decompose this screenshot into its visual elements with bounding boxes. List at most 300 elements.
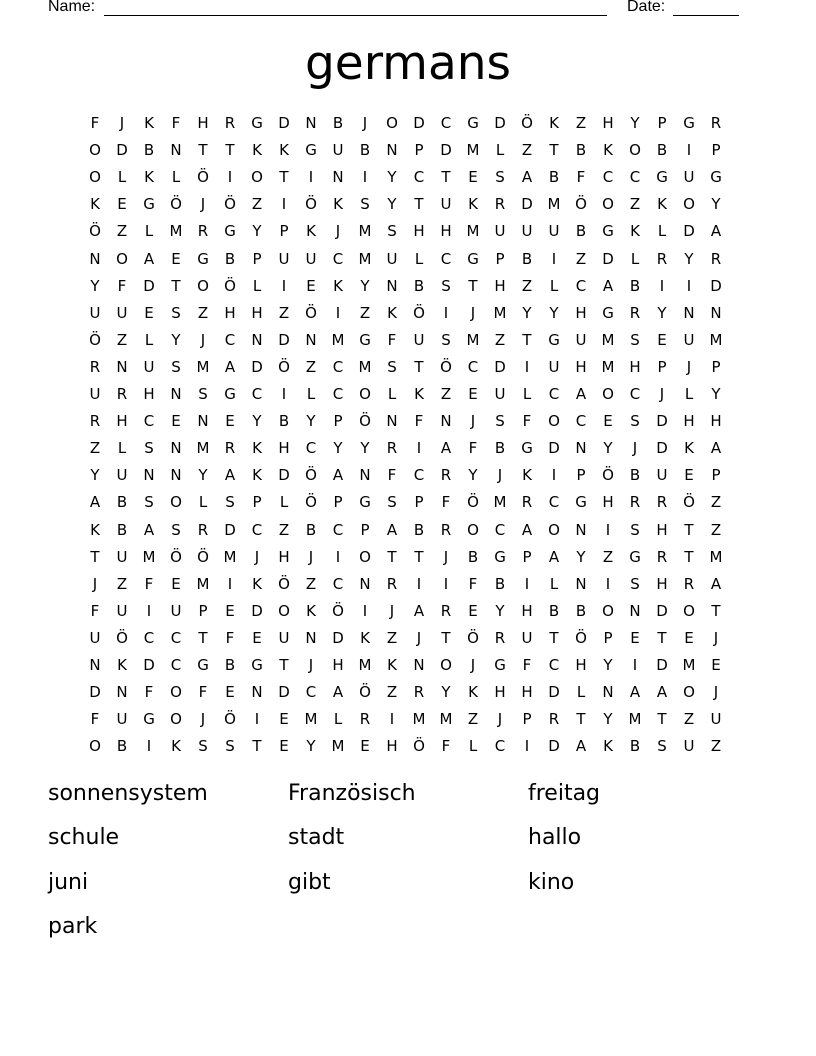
grid-cell: H [521, 683, 533, 702]
grid-cell: E [684, 628, 694, 647]
grid-cell: P [360, 520, 370, 539]
grid-cell: H [710, 412, 722, 431]
grid-cell: Z [197, 303, 209, 322]
grid-cell: A [710, 222, 722, 241]
grid-cell: T [657, 628, 667, 647]
grid-cell: T [279, 656, 289, 674]
grid-cell: Y [711, 385, 721, 403]
grid-cell: A [548, 547, 560, 566]
grid-cell: B [575, 222, 587, 241]
grid-cell: Y [198, 466, 208, 485]
grid-cell: E [171, 249, 181, 268]
grid-cell: D [278, 466, 290, 485]
grid-cell: Z [278, 303, 290, 322]
grid-cell: Ö [359, 683, 371, 702]
grid-cell: M [493, 493, 507, 512]
grid-cell: G [251, 114, 263, 132]
grid-cell: G [197, 249, 209, 268]
grid-cell: K [684, 439, 694, 458]
grid-cell: R [656, 493, 668, 512]
grid-cell: A [89, 493, 101, 512]
grid-cell: O [170, 683, 182, 702]
grid-cell: F [441, 493, 451, 512]
grid-cell: M [169, 222, 183, 241]
grid-cell: H [656, 520, 668, 539]
grid-cell: C [440, 249, 452, 268]
grid-cell: P [603, 628, 613, 647]
grid-cell: E [171, 574, 181, 593]
grid-cell: O [548, 520, 560, 539]
grid-cell: D [332, 628, 344, 647]
grid-cell: M [412, 710, 426, 729]
grid-cell: A [224, 466, 236, 485]
grid-cell: D [548, 683, 560, 702]
grid-cell: Y [603, 710, 613, 729]
grid-cell: S [225, 737, 235, 756]
grid-cell: T [549, 628, 559, 647]
grid-cell: L [198, 493, 208, 512]
grid-cell: N [305, 628, 317, 647]
grid-cell: L [468, 737, 478, 756]
grid-cell: H [575, 303, 587, 322]
grid-cell: M [331, 330, 345, 349]
grid-cell: T [441, 628, 451, 647]
grid-cell: I [632, 656, 638, 674]
grid-cell: K [387, 303, 397, 322]
grid-cell: R [656, 249, 668, 268]
grid-cell: T [387, 547, 397, 566]
grid-cell: I [551, 249, 557, 268]
grid-cell: Y [441, 683, 451, 702]
grid-cell: J [470, 412, 476, 431]
grid-cell: G [494, 656, 506, 674]
grid-cell: K [387, 656, 397, 674]
grid-cell: B [548, 168, 560, 187]
grid-cell: F [414, 412, 424, 431]
grid-cell: H [197, 114, 209, 132]
grid-cell: Ö [440, 357, 452, 376]
grid-cell: M [439, 710, 453, 729]
grid-cell: M [358, 249, 372, 268]
grid-cell: Z [89, 439, 101, 458]
grid-cell: L [549, 276, 559, 295]
grid-cell: K [144, 114, 154, 132]
grid-cell: O [683, 683, 695, 702]
grid-cell: H [683, 412, 695, 431]
grid-cell: S [387, 222, 397, 241]
grid-cell: J [308, 656, 314, 674]
grid-cell: D [440, 141, 452, 160]
grid-cell: T [279, 168, 289, 187]
grid-cell: Ö [602, 466, 614, 485]
grid-cell: U [548, 357, 560, 376]
grid-cell: J [362, 114, 368, 132]
grid-cell: D [683, 222, 695, 241]
grid-cell: F [522, 656, 532, 674]
grid-cell: M [358, 656, 372, 674]
grid-cell: Ö [575, 628, 587, 647]
grid-cell: I [146, 601, 152, 620]
grid-cell: S [387, 357, 397, 376]
grid-cell: K [279, 141, 289, 160]
grid-cell: B [656, 141, 668, 160]
grid-cell: A [413, 601, 425, 620]
grid-cell: Z [683, 710, 695, 729]
grid-cell: U [413, 330, 425, 349]
grid-cell: H [494, 683, 506, 702]
grid-cell: E [225, 683, 235, 702]
grid-cell: C [548, 493, 560, 512]
grid-cell: K [603, 737, 613, 756]
grid-cell: I [686, 276, 692, 295]
word-list-item: freitag [528, 781, 601, 806]
grid-cell: I [146, 737, 152, 756]
grid-cell: E [279, 710, 289, 729]
grid-cell: Y [684, 249, 694, 268]
grid-cell: P [495, 249, 505, 268]
grid-cell: A [629, 683, 641, 702]
grid-cell: P [279, 222, 289, 241]
grid-cell: I [335, 547, 341, 566]
grid-cell: Ö [305, 195, 317, 214]
grid-cell: Y [306, 737, 316, 756]
grid-cell: B [413, 276, 425, 295]
grid-cell: J [308, 547, 314, 566]
grid-cell: D [494, 357, 506, 376]
grid-cell: Y [171, 330, 181, 349]
grid-cell: G [224, 385, 236, 403]
grid-cell: G [494, 547, 506, 566]
grid-cell: E [306, 276, 316, 295]
grid-cell: A [710, 439, 722, 458]
grid-cell: J [686, 357, 692, 376]
grid-cell: H [116, 412, 128, 431]
grid-cell: K [657, 195, 667, 214]
grid-cell: D [251, 357, 263, 376]
grid-cell: H [251, 303, 263, 322]
grid-cell: R [440, 601, 452, 620]
grid-cell: F [90, 114, 100, 132]
grid-cell: M [682, 656, 696, 674]
grid-cell: O [629, 141, 641, 160]
grid-cell: P [252, 493, 262, 512]
grid-cell: J [389, 601, 395, 620]
grid-cell: D [251, 601, 263, 620]
grid-cell: B [116, 493, 128, 512]
grid-cell: S [198, 385, 208, 403]
grid-cell: L [414, 249, 424, 268]
grid-cell: F [468, 439, 478, 458]
grid-cell: Y [252, 412, 262, 431]
grid-cell: Y [576, 547, 586, 566]
grid-cell: R [413, 683, 425, 702]
grid-cell: L [657, 222, 667, 241]
grid-cell: T [576, 710, 586, 729]
grid-cell: N [386, 141, 398, 160]
grid-cell: U [116, 710, 128, 729]
grid-cell: C [224, 330, 236, 349]
grid-cell: U [116, 303, 128, 322]
grid-cell: U [521, 222, 533, 241]
grid-cell: P [252, 249, 262, 268]
grid-cell: K [333, 195, 343, 214]
grid-cell: Y [657, 303, 667, 322]
grid-cell: H [602, 114, 614, 132]
grid-cell: N [332, 168, 344, 187]
grid-cell: C [494, 737, 506, 756]
grid-cell: C [251, 385, 263, 403]
grid-cell: B [629, 466, 641, 485]
grid-cell: J [443, 547, 449, 566]
grid-cell: B [116, 520, 128, 539]
grid-cell: Z [305, 357, 317, 376]
worksheet-header [48, 0, 748, 20]
grid-cell: J [200, 330, 206, 349]
grid-cell: M [466, 141, 480, 160]
grid-cell: Z [494, 330, 506, 349]
grid-cell: N [143, 466, 155, 485]
grid-cell: S [171, 520, 181, 539]
grid-cell: N [440, 412, 452, 431]
grid-cell: H [386, 737, 398, 756]
grid-cell: R [386, 439, 398, 458]
grid-cell: G [575, 493, 587, 512]
grid-cell: O [467, 520, 479, 539]
grid-cell: Z [575, 249, 587, 268]
grid-cell: T [198, 141, 208, 160]
grid-cell: I [308, 168, 314, 187]
grid-cell: U [89, 385, 101, 403]
name-label: Name: [48, 0, 96, 15]
grid-cell: J [497, 710, 503, 729]
grid-cell: I [254, 710, 260, 729]
grid-cell: N [710, 303, 722, 322]
grid-cell: Ö [413, 303, 425, 322]
grid-cell: S [630, 574, 640, 593]
grid-cell: L [306, 385, 316, 403]
grid-cell: Y [360, 276, 370, 295]
grid-cell: J [200, 195, 206, 214]
grid-cell: D [548, 737, 560, 756]
grid-cell: Z [359, 303, 371, 322]
grid-cell: Z [251, 195, 263, 214]
word-list-item: schule [48, 825, 120, 851]
grid-cell: L [576, 683, 586, 702]
name-line [104, 15, 607, 16]
grid-cell: D [116, 141, 128, 160]
grid-cell: D [278, 683, 290, 702]
grid-cell: F [387, 466, 397, 485]
grid-cell: E [711, 656, 721, 674]
grid-cell: C [575, 412, 587, 431]
grid-cell: P [414, 141, 424, 160]
grid-cell: O [278, 601, 290, 620]
grid-cell: L [333, 710, 343, 729]
grid-cell: M [196, 574, 210, 593]
grid-cell: U [710, 710, 722, 729]
grid-cell: D [656, 601, 668, 620]
grid-cell: H [494, 276, 506, 295]
grid-cell: M [142, 547, 156, 566]
grid-cell: H [602, 493, 614, 512]
grid-cell: G [251, 656, 263, 674]
grid-cell: T [414, 547, 424, 566]
grid-cell: I [443, 574, 449, 593]
grid-cell: Ö [575, 195, 587, 214]
grid-cell: U [332, 141, 344, 160]
grid-cell: I [281, 195, 287, 214]
grid-cell: B [494, 439, 506, 458]
grid-cell: Ö [170, 547, 182, 566]
grid-cell: J [470, 303, 476, 322]
grid-cell: K [117, 656, 127, 674]
grid-cell: G [197, 656, 209, 674]
grid-cell: S [144, 493, 154, 512]
grid-cell: Z [440, 385, 452, 403]
grid-cell: D [278, 114, 290, 132]
grid-cell: A [656, 683, 668, 702]
grid-cell: Ö [224, 195, 236, 214]
grid-cell: M [331, 737, 345, 756]
grid-cell: H [575, 357, 587, 376]
grid-cell: R [224, 114, 236, 132]
grid-cell: H [278, 439, 290, 458]
grid-cell: D [548, 439, 560, 458]
grid-cell: C [305, 683, 317, 702]
grid-cell: D [143, 656, 155, 674]
grid-cell: K [522, 466, 532, 485]
grid-cell: I [443, 303, 449, 322]
grid-cell: J [200, 710, 206, 729]
grid-cell: B [575, 141, 587, 160]
grid-cell: H [224, 303, 236, 322]
grid-cell: O [602, 195, 614, 214]
grid-cell: U [116, 466, 128, 485]
grid-cell: C [332, 385, 344, 403]
grid-cell: Ö [467, 493, 479, 512]
grid-cell: G [521, 439, 533, 458]
grid-cell: D [656, 412, 668, 431]
grid-cell: E [657, 330, 667, 349]
grid-cell: T [657, 710, 667, 729]
grid-cell: B [629, 276, 641, 295]
word-list-item: stadt [288, 825, 345, 851]
grid-cell: S [225, 493, 235, 512]
grid-cell: O [683, 601, 695, 620]
grid-cell: O [170, 493, 182, 512]
grid-cell: T [684, 547, 694, 566]
grid-cell: Ö [278, 357, 290, 376]
grid-cell: F [117, 276, 127, 295]
grid-cell: B [521, 249, 533, 268]
grid-cell: A [575, 737, 587, 756]
grid-cell: Ö [197, 168, 209, 187]
grid-cell: Y [603, 656, 613, 674]
grid-cell: C [170, 656, 182, 674]
grid-cell: N [386, 276, 398, 295]
grid-cell: M [709, 330, 723, 349]
grid-cell: I [524, 574, 530, 593]
grid-cell: G [602, 303, 614, 322]
date-line [673, 15, 739, 16]
grid-cell: L [171, 168, 181, 187]
grid-cell: Y [711, 195, 721, 214]
grid-cell: T [441, 168, 451, 187]
grid-cell: D [143, 276, 155, 295]
date-label: Date: [627, 0, 666, 15]
grid-cell: E [225, 601, 235, 620]
grid-cell: O [116, 249, 128, 268]
grid-cell: T [684, 520, 694, 539]
grid-cell: B [224, 656, 236, 674]
grid-cell: M [601, 330, 615, 349]
grid-cell: R [494, 628, 506, 647]
grid-cell: Ö [359, 412, 371, 431]
grid-cell: U [278, 628, 290, 647]
grid-cell: G [467, 249, 479, 268]
grid-cell: G [305, 141, 317, 160]
grid-cell: N [413, 656, 425, 674]
grid-cell: G [143, 195, 155, 214]
grid-cell: N [386, 412, 398, 431]
grid-cell: R [440, 466, 452, 485]
grid-cell: Ö [305, 493, 317, 512]
grid-cell: Ö [224, 710, 236, 729]
grid-cell: A [602, 276, 614, 295]
grid-cell: S [441, 276, 451, 295]
grid-cell: E [468, 601, 478, 620]
grid-cell: L [117, 168, 127, 187]
word-list-item: sonnensystem [48, 781, 208, 806]
grid-cell: M [304, 710, 318, 729]
grid-cell: R [521, 493, 533, 512]
grid-cell: P [657, 357, 667, 376]
grid-cell: Ö [224, 276, 236, 295]
grid-cell: J [119, 114, 125, 132]
grid-cell: L [117, 439, 127, 458]
grid-cell: T [198, 628, 208, 647]
grid-cell: C [467, 357, 479, 376]
grid-cell: R [89, 412, 101, 431]
grid-cell: M [196, 357, 210, 376]
grid-cell: U [170, 601, 182, 620]
grid-cell: J [713, 683, 719, 702]
grid-cell: E [171, 412, 181, 431]
grid-cell: L [279, 493, 289, 512]
grid-cell: L [252, 276, 262, 295]
grid-cell: N [305, 330, 317, 349]
grid-cell: O [602, 385, 614, 403]
grid-cell: E [279, 737, 289, 756]
grid-cell: N [170, 385, 182, 403]
grid-cell: U [494, 222, 506, 241]
word-list-item: hallo [528, 825, 582, 851]
grid-cell: K [630, 222, 640, 241]
grid-cell: B [332, 114, 344, 132]
grid-cell: A [143, 249, 155, 268]
grid-cell: O [386, 114, 398, 132]
grid-cell: P [522, 547, 532, 566]
grid-cell: N [251, 683, 263, 702]
grid-cell: K [306, 222, 316, 241]
grid-cell: U [683, 330, 695, 349]
grid-cell: P [711, 141, 721, 160]
grid-cell: Ö [683, 493, 695, 512]
grid-cell: I [659, 276, 665, 295]
grid-cell: I [524, 737, 530, 756]
grid-cell: Y [603, 439, 613, 458]
grid-cell: U [143, 357, 155, 376]
